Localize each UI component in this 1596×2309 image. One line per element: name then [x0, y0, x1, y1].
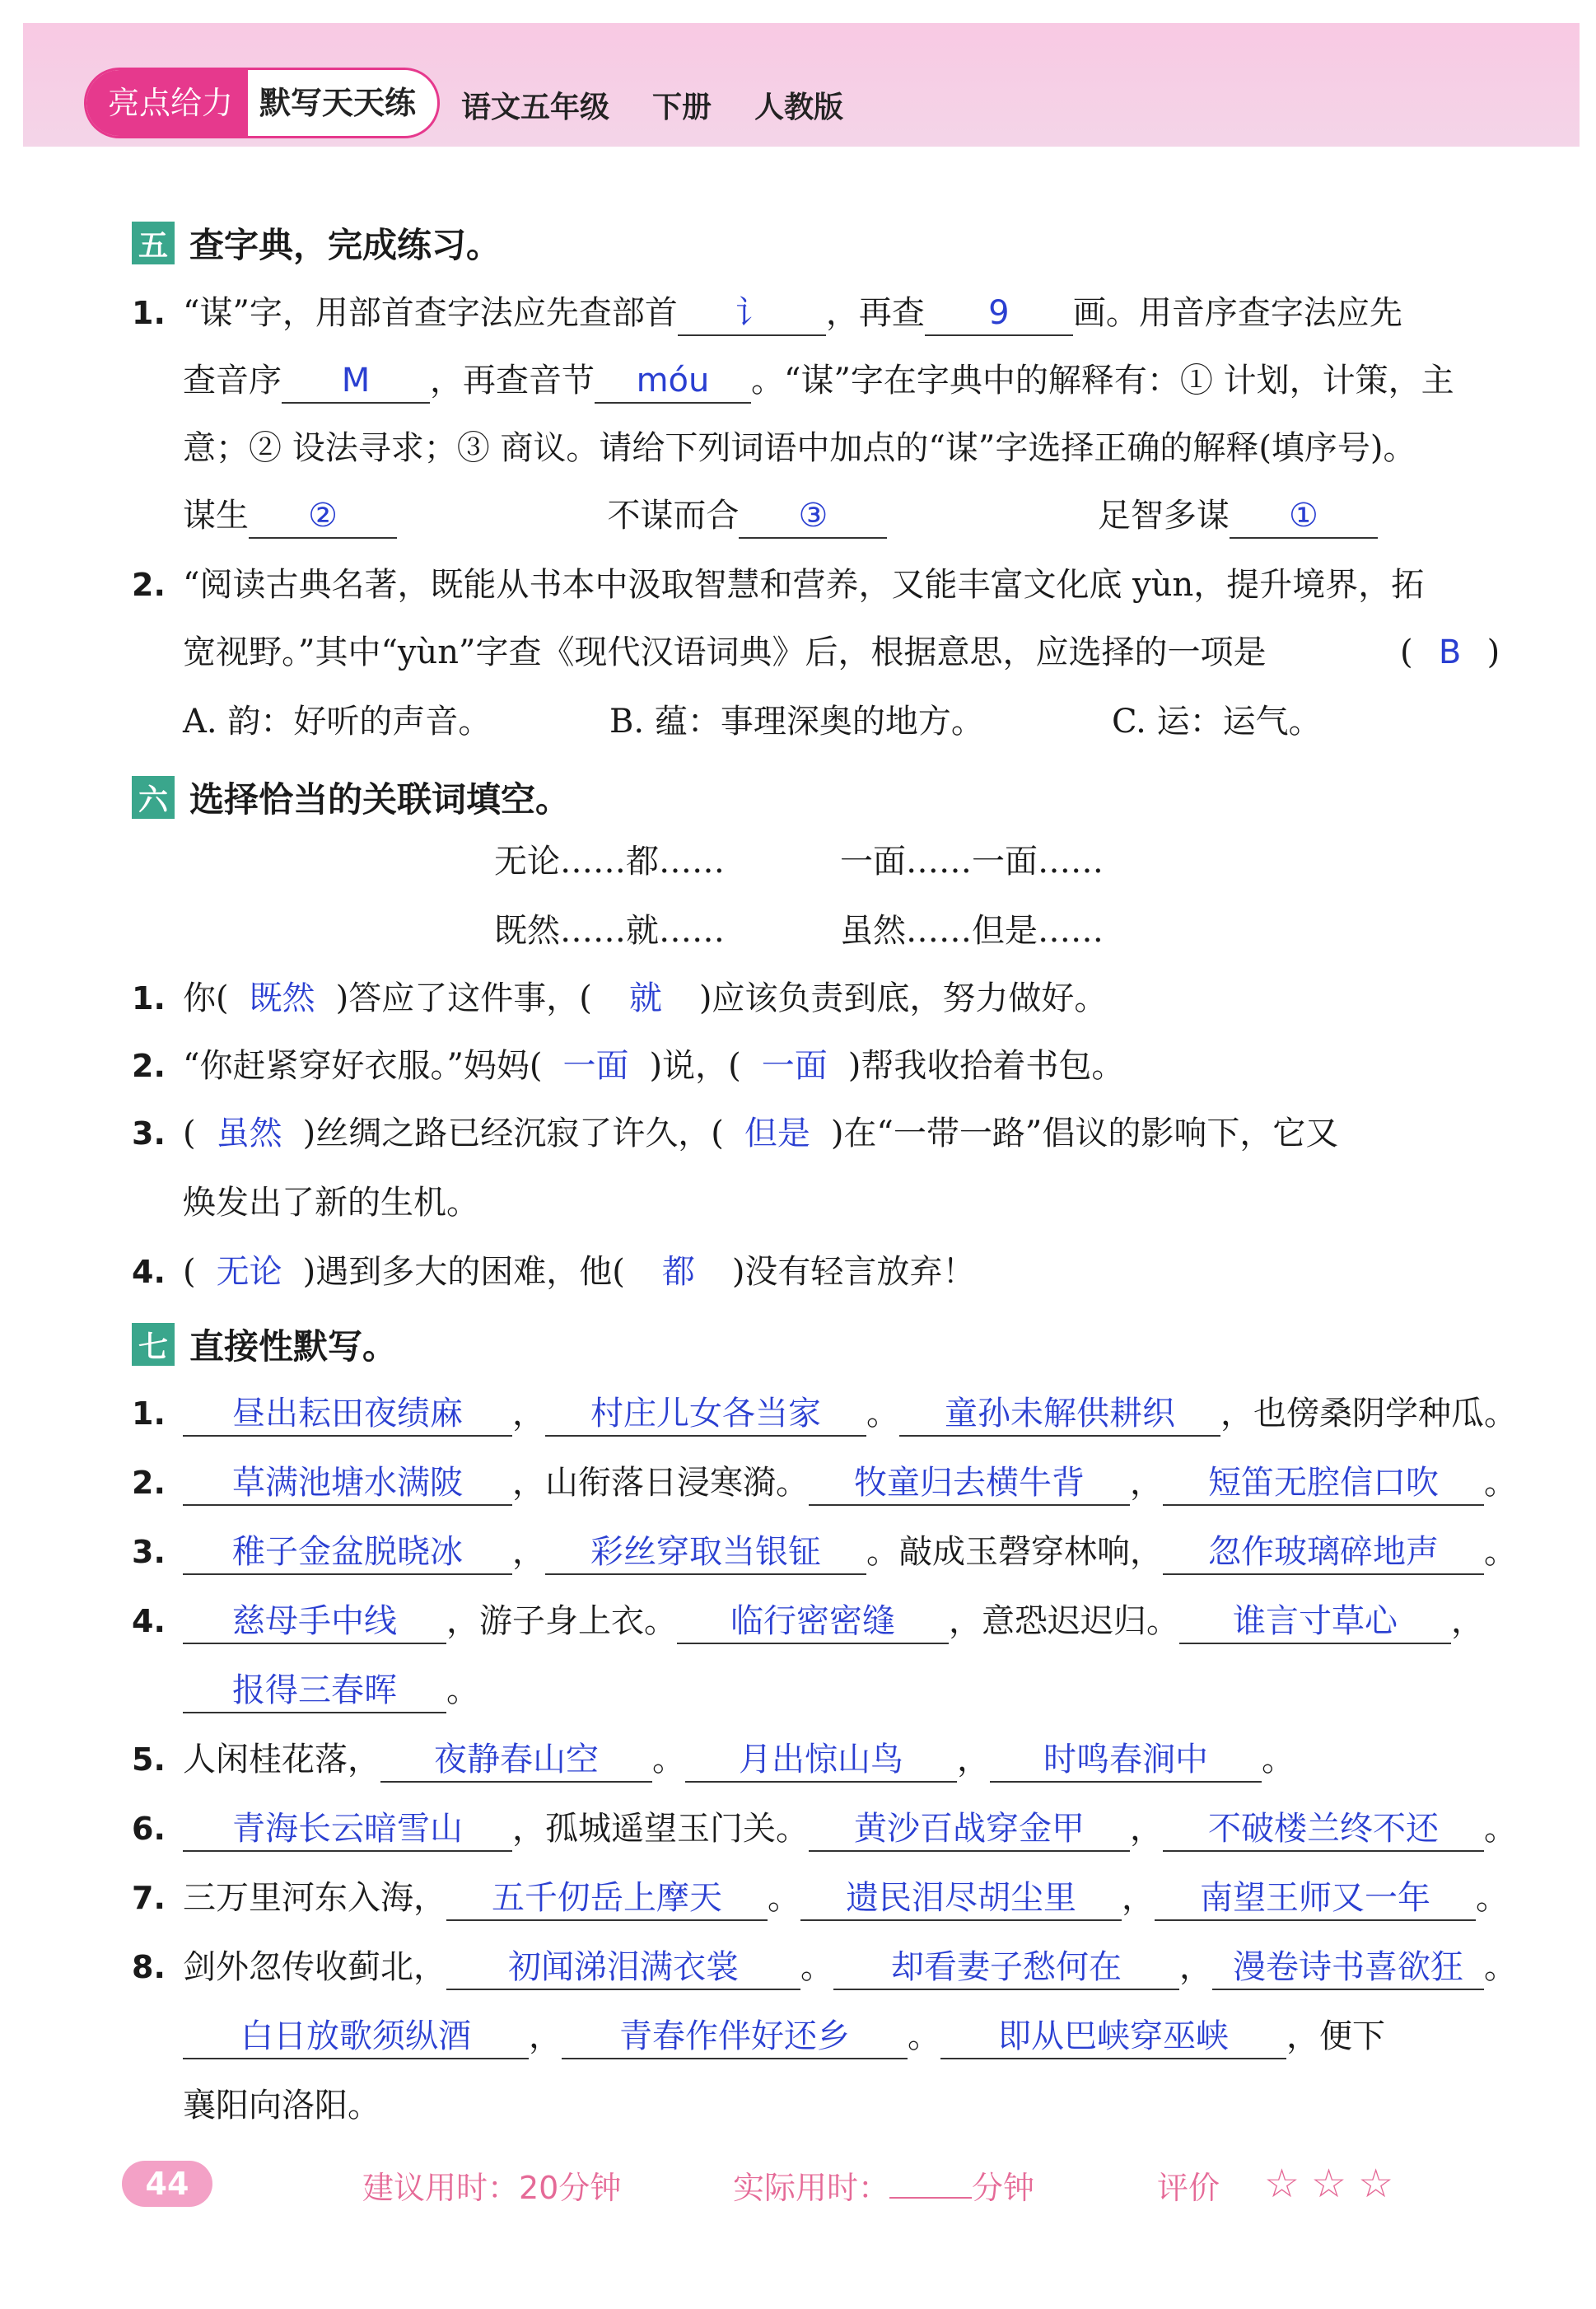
text: 三万里河东入海，	[183, 1879, 446, 1917]
text: 画。用音序查字法应先	[1072, 294, 1402, 332]
question-number: 1.	[132, 295, 166, 331]
text: ，再查音节	[430, 362, 595, 400]
question-number: 8.	[132, 1949, 166, 1985]
text: ，山衔落日浸寒漪。	[512, 1464, 809, 1502]
conjunction-option: 虽然……但是……	[840, 912, 1104, 950]
question-number: 1.	[132, 1395, 166, 1432]
s7-q4	[183, 1596, 1484, 1646]
rating-stars	[1264, 2159, 1393, 2209]
question-number: 6.	[132, 1811, 166, 1847]
s7-q8-cont2: 襄阳向洛阳。	[183, 2087, 380, 2124]
text: 。敲成玉磬穿林响，	[866, 1533, 1163, 1571]
text: ，	[512, 1533, 545, 1571]
text: ，意恐迟迟归。	[949, 1602, 1179, 1640]
star-icon[interactable]: ☆	[1311, 2161, 1347, 2207]
text: 剑外忽传收蓟北，	[183, 1948, 446, 1986]
star-icon[interactable]: ☆	[1358, 2161, 1394, 2207]
question-number: 7.	[132, 1880, 166, 1916]
series-name: 亮点给力	[86, 70, 248, 136]
answer-blank[interactable]: 稚子金盆脱晓冰	[183, 1531, 512, 1575]
text: 足智多谋	[1097, 497, 1230, 535]
answer[interactable]: 虽然	[216, 1115, 282, 1152]
conjunction-option: 一面……一面……	[840, 843, 1104, 881]
answer-blank[interactable]: 童孙未解供耕织	[899, 1392, 1220, 1437]
answer-blank[interactable]: ③	[739, 494, 887, 539]
text: ，	[529, 2017, 562, 2055]
s5-q1-line2	[183, 356, 1454, 405]
text: 。	[1484, 1948, 1517, 1986]
s7-q3	[183, 1527, 1517, 1577]
text: ，	[1179, 1948, 1212, 1986]
answer[interactable]: 但是	[744, 1115, 810, 1152]
answer-blank[interactable]: 报得三春晖	[183, 1669, 446, 1713]
text: 。	[866, 1395, 899, 1433]
s6-q3-cont: 焕发出了新的生机。	[183, 1184, 479, 1222]
actual-time	[733, 2162, 1034, 2208]
answer-blank[interactable]: 短笛无腔信口吹	[1163, 1461, 1484, 1506]
section-number: 五	[132, 222, 175, 264]
text: ，	[512, 1395, 545, 1433]
answer-blank[interactable]: 讠	[678, 292, 826, 336]
text: 。	[768, 1879, 800, 1917]
text: 你(	[183, 979, 229, 1017]
text: ，也傍桑阴学种瓜。	[1220, 1395, 1517, 1433]
text: 谋生	[183, 497, 249, 535]
s5-q2-option-c: C. 运：运气。	[1112, 703, 1322, 741]
answer-blank[interactable]: 青海长云暗雪山	[183, 1807, 512, 1852]
volume: 下册	[652, 91, 712, 124]
s5-q2-line2	[183, 628, 1266, 677]
text: ，	[1451, 1602, 1484, 1640]
edition: 人教版	[754, 91, 844, 124]
text: 。	[1476, 1879, 1509, 1917]
s5-q2-answer-paren	[1400, 628, 1500, 677]
section-title: 查字典，完成练习。	[189, 225, 502, 265]
star-icon[interactable]: ☆	[1264, 2161, 1300, 2207]
answer-blank[interactable]: 夜静春山空	[380, 1738, 652, 1783]
s5-q2-line1: “阅读古典名著，既能从书本中汲取智慧和营养，又能丰富文化底 yùn，提升境界，拓	[183, 566, 1425, 604]
answer-blank[interactable]: 五千仞岳上摩天	[446, 1877, 768, 1921]
text: )在“一带一路”倡议的影响下，它又	[830, 1115, 1339, 1152]
answer-blank[interactable]: ②	[249, 494, 397, 539]
text: 。“谋”字在字典中的解释有：① 计划，计策，主	[751, 362, 1454, 400]
answer-blank[interactable]: 9	[925, 292, 1073, 336]
answer-blank[interactable]: 慈母手中线	[183, 1600, 446, 1644]
text: )遇到多大的困难，他(	[302, 1253, 625, 1291]
answer-blank[interactable]: 月出惊山鸟	[685, 1738, 957, 1783]
s6-q2	[183, 1041, 1124, 1091]
text: 不谋而合	[607, 497, 740, 535]
text: 实际用时：	[733, 2170, 890, 2206]
answer-blank[interactable]: 遗民泪尽胡尘里	[800, 1877, 1122, 1921]
section-number: 六	[132, 776, 175, 819]
s7-q7	[183, 1873, 1509, 1923]
answer-blank[interactable]: 昼出耘田夜绩麻	[183, 1392, 512, 1437]
s7-q1	[183, 1389, 1517, 1438]
section-6-heading	[132, 773, 570, 822]
question-number: 2.	[132, 1048, 166, 1084]
question-number: 4.	[132, 1254, 166, 1290]
text: )应该负责到底，努力做好。	[698, 979, 1108, 1017]
question-number: 1.	[132, 980, 166, 1017]
text: (	[183, 1115, 196, 1152]
s7-q5	[183, 1735, 1295, 1784]
text: 。	[1484, 1533, 1517, 1571]
text: ，便下	[1286, 2017, 1385, 2055]
text: )	[1486, 633, 1500, 671]
question-number: 2.	[132, 567, 166, 603]
text: ，	[1130, 1810, 1163, 1848]
s6-q4	[183, 1247, 975, 1297]
s7-q6	[183, 1804, 1517, 1853]
section-7-heading	[132, 1320, 397, 1369]
text: ，游子身上衣。	[446, 1602, 677, 1640]
text: 。	[446, 1671, 479, 1709]
text: )说，(	[649, 1047, 741, 1085]
text: 。	[908, 2017, 940, 2055]
s6-q1	[183, 974, 1107, 1023]
text: 。	[1484, 1810, 1517, 1848]
s5-q2-option-a: A. 韵：好听的声音。	[183, 703, 492, 741]
s7-q8-cont	[183, 2012, 1385, 2061]
answer[interactable]: B	[1438, 633, 1462, 671]
s5-q1-line3: 意；② 设法寻求；③ 商议。请给下列词语中加点的“谋”字选择正确的解释(填序号)。	[183, 429, 1416, 467]
answer-blank[interactable]: 即从巴峡穿巫峡	[940, 2015, 1286, 2059]
text: 分钟	[972, 2170, 1035, 2206]
answer[interactable]: 都	[661, 1253, 695, 1291]
answer-blank[interactable]: 时鸣春涧中	[990, 1738, 1262, 1783]
answer-blank[interactable]: 临行密密缝	[677, 1600, 949, 1644]
text: 。	[652, 1741, 685, 1778]
text: )丝绸之路已经沉寂了许久，(	[302, 1115, 724, 1152]
s7-q4-cont	[183, 1666, 479, 1715]
text: “你赶紧穿好衣服。”妈妈(	[183, 1047, 543, 1085]
conjunction-option: 无论……都……	[494, 843, 725, 881]
answer-blank[interactable]: 忽作玻璃碎地声	[1163, 1531, 1484, 1575]
text: 。	[1262, 1741, 1295, 1778]
text: ，孤城遥望玉门关。	[512, 1810, 809, 1848]
section-number: 七	[132, 1323, 175, 1366]
answer-blank[interactable]: 白日放歌须纵酒	[183, 2015, 529, 2059]
answer[interactable]: 无论	[216, 1253, 282, 1291]
answer[interactable]: 一面	[562, 1047, 629, 1085]
section-title: 选择恰当的关联词填空。	[189, 779, 571, 820]
answer-blank[interactable]: móu	[595, 359, 751, 404]
answer-blank[interactable]: 牧童归去横牛背	[809, 1461, 1130, 1506]
text: 人闲桂花落，	[183, 1741, 380, 1778]
question-number: 5.	[132, 1741, 166, 1778]
question-number: 3.	[132, 1115, 166, 1152]
page-number: 44	[122, 2161, 212, 2207]
answer-blank[interactable]: 漫卷诗书喜欲狂	[1212, 1946, 1484, 1990]
question-number: 3.	[132, 1534, 166, 1570]
answer-blank[interactable]: ①	[1230, 494, 1378, 539]
answer-blank[interactable]: 初闻涕泪满衣裳	[446, 1946, 800, 1990]
text: ，	[1130, 1464, 1163, 1502]
text: 。	[1484, 1464, 1517, 1502]
text: 查音序	[183, 362, 282, 400]
s7-q2	[183, 1458, 1517, 1507]
answer-blank[interactable]: 南望王师又一年	[1155, 1877, 1476, 1921]
text: ，	[1122, 1879, 1155, 1917]
s7-q8	[183, 1942, 1517, 1992]
text: “谋”字，用部首查字法应先查部首	[183, 294, 678, 332]
text: 。	[800, 1948, 833, 1986]
s5-q1-line1	[183, 288, 1402, 338]
text: ，	[957, 1741, 990, 1778]
text: )帮我收拾着书包。	[847, 1047, 1125, 1085]
text: )没有轻言放弃！	[731, 1253, 976, 1291]
text: (	[183, 1253, 196, 1291]
answer-blank[interactable]: 不破楼兰终不还	[1163, 1807, 1484, 1852]
actual-time-blank[interactable]	[889, 2197, 972, 2199]
s6-q3	[183, 1109, 1338, 1158]
text: (	[1400, 633, 1413, 671]
s5-q1-line4	[183, 491, 1378, 540]
answer-blank[interactable]: 彩丝穿取当银钲	[545, 1531, 866, 1575]
subject: 语文五年级	[461, 91, 610, 124]
answer[interactable]: 既然	[249, 979, 315, 1017]
series-subtitle: 默写天天练	[259, 85, 417, 121]
section-title: 直接性默写。	[189, 1326, 398, 1367]
text: ，再查	[825, 294, 925, 332]
answer[interactable]: 就	[628, 979, 662, 1017]
answer-blank[interactable]: 谁言寸草心	[1179, 1600, 1451, 1644]
rating-label: 评价	[1157, 2170, 1220, 2206]
s5-q2-option-b: B. 蕴：事理深奥的地方。	[609, 703, 984, 741]
answer[interactable]: 一面	[761, 1047, 828, 1085]
section-5-heading	[132, 218, 501, 268]
answer-blank[interactable]: 黄沙百战穿金甲	[809, 1807, 1130, 1852]
answer-blank[interactable]: 村庄儿女各当家	[545, 1392, 866, 1437]
answer-blank[interactable]: M	[282, 359, 430, 404]
question-number: 2.	[132, 1465, 166, 1501]
conjunction-option: 既然……就……	[494, 912, 725, 950]
text: 宽视野。”其中“yùn”字查《现代汉语词典》后，根据意思，应选择的一项是	[183, 633, 1267, 671]
text: )答应了这件事，(	[335, 979, 592, 1017]
answer-blank[interactable]: 青春作伴好还乡	[562, 2015, 908, 2059]
suggested-time: 建议用时：20分钟	[362, 2170, 622, 2206]
answer-blank[interactable]: 却看妻子愁何在	[833, 1946, 1179, 1990]
page-footer	[115, 2154, 1532, 2220]
question-number: 4.	[132, 1603, 166, 1639]
answer-blank[interactable]: 草满池塘水满陂	[183, 1461, 512, 1506]
